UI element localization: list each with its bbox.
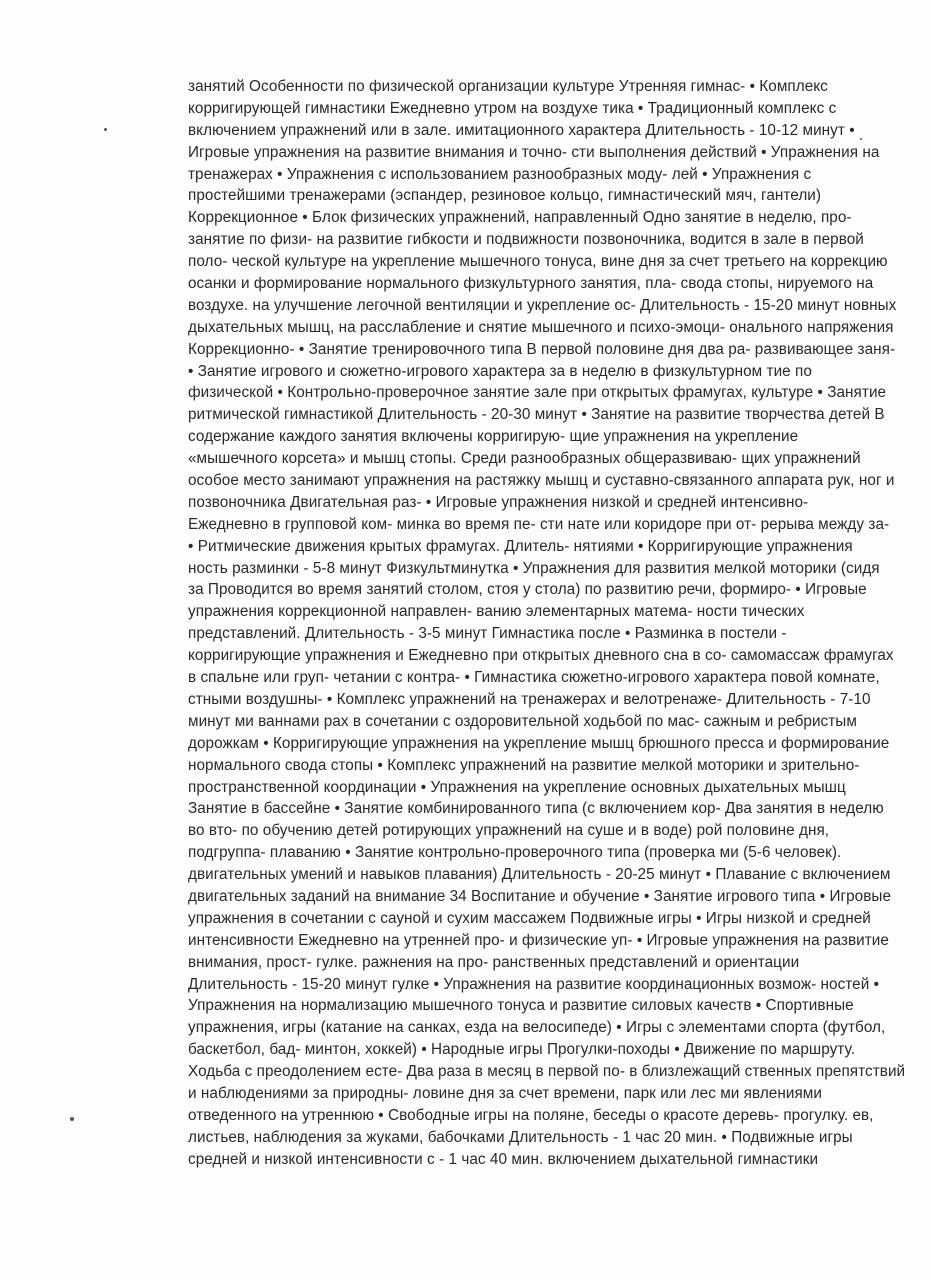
- text-line: Коррекционно- • Занятие тренировочного типа В первой половине дня два ра- развивающее заня-: [188, 340, 896, 358]
- scan-speck: [104, 128, 107, 131]
- text-line: во вто- по обучению детей ротирующих упражнений на суше и в воде) рой половине дня,: [188, 822, 830, 840]
- body-text: [188, 76, 910, 1171]
- text-line: ность разминки - 5-8 минут Физкультминутка • Упражнения для развития мелкой моторики (сидя: [188, 559, 880, 577]
- text-line: пространственной координации • Упражнения на укрепление основных дыхательных мышц: [188, 778, 846, 796]
- text-line: представлений. Длительность - 3-5 минут Гимнастика после • Разминка в постели -: [188, 625, 787, 643]
- text-line: Ходьба с преодолением есте- Два раза в месяц в первой по- в близлежащий ственных препятствий: [188, 1063, 906, 1081]
- text-line: простейшими тренажерами (эспандер, резиновое кольцо, гимнастический мяч, гантели): [188, 187, 822, 205]
- text-line: Ежедневно в групповой ком- минка во время пе- сти нате или коридоре при от- рерыва между за-: [188, 515, 890, 533]
- text-line: • Ритмические движения крытых фрамугах. Длитель- нятиями • Корригирующие упражнения: [188, 537, 853, 555]
- text-line: особое место занимают упражнения на растяжку мышц и суставно-связанного аппарата рук, ног и: [188, 472, 895, 490]
- text-line: за Проводится во время занятий столом, стоя у стола) по развитию речи, формиро- • Игровые: [188, 581, 867, 599]
- text-line: «мышечного корсета» и мышц стопы. Среди разнообразных общеразвиваю- щих упражнений: [188, 450, 861, 468]
- text-line: корригирующие упражнения и Ежедневно при открытых дневного сна в со- самомассаж фрамугах: [188, 647, 894, 665]
- text-line: тренажерах • Упражнения с использованием разнообразных моду- лей • Упражнения с: [188, 165, 812, 183]
- text-line: включением упражнений или в зале. имитационного характера Длительность - 10-12 минут •: [188, 121, 855, 139]
- text-line: Занятие в бассейне • Занятие комбинированного типа (с включением кор- Два занятия в неделю: [188, 800, 884, 818]
- text-line: Длительность - 15-20 минут гулке • Упражнения на развитие координационных возмож- ностей •: [188, 975, 880, 993]
- text-line: содержание каждого занятия включены корригирую- щие упражнения на укрепление: [188, 428, 799, 446]
- text-line: позвоночника Двигательная раз- • Игровые упражнения низкой и средней интенсивно-: [188, 493, 809, 511]
- text-line: минут ми ваннами рах в сочетании с оздоровительной ходьбой по мас- сажным и ребристым: [188, 712, 857, 730]
- text-line: Коррекционное • Блок физических упражнений, направленный Одно занятие в неделю, про-: [188, 209, 852, 227]
- text-line: корригирующей гимнастики Ежедневно утром на воздухе тика • Традиционный комплекс с: [188, 99, 837, 117]
- text-line: упражнения коррекционной направлен- ванию элементарных матема- ности тических: [188, 603, 805, 621]
- text-line: занятий Особенности по физической организации культуре Утренняя гимнас- • Комплекс: [188, 78, 828, 95]
- text-line: в спальне или груп- четании с контра- • Гимнастика сюжетно-игрового характера повой комнате,: [188, 669, 880, 687]
- text-line: воздухе. на улучшение легочной вентиляции и укрепление ос- Длительность - 15-20 минут новных: [188, 296, 897, 314]
- text-line: Упражнения на нормализацию мышечного тонуса и развитие силовых качеств • Спортивные: [188, 997, 854, 1015]
- text-line: баскетбол, бад- минтон, хоккей) • Народные игры Прогулки-походы • Движение по маршруту.: [188, 1041, 855, 1059]
- text-line: упражнения в сочетании с сауной и сухим массажем Подвижные игры • Игры низкой и средней: [188, 909, 871, 927]
- text-line: дыхательных мышц, на расслабление и снятие мышечного и психо-эмоци- онального напряжения: [188, 318, 894, 336]
- text-line: поло- ческой культуре на укрепление мышечного тонуса, вине дня за счет третьего на коррекцию: [188, 253, 888, 271]
- text-line: стными воздушны- • Комплекс упражнений на тренажерах и велотренаже- Длительность - 7-10: [188, 690, 871, 708]
- text-line: упражнения, игры (катание на санках, езда на велосипеде) • Игры с элементами спорта (футбол,: [188, 1019, 886, 1037]
- text-line: ритмической гимнастикой Длительность - 20-30 минут • Занятие на развитие творчества детей В: [188, 406, 885, 424]
- text-line: дорожкам • Корригирующие упражнения на укрепление мышц брюшного пресса и формирование: [188, 734, 890, 752]
- text-line: интенсивности Ежедневно на утренней про- и физические уп- • Игровые упражнения на развитие: [188, 931, 889, 949]
- text-line: двигательных умений и навыков плавания) Длительность - 20-25 минут • Плавание с включением: [188, 866, 891, 884]
- text-line: подгруппа- плаванию • Занятие контрольно-проверочного типа (проверка ми (5-6 человек).: [188, 844, 842, 862]
- text-line: Игровые упражнения на развитие внимания и точно- сти выполнения действий • Упражнения на: [188, 143, 880, 161]
- text-line: отведенного на утреннюю • Свободные игры на поляне, беседы о красоте деревь- прогулку. ев,: [188, 1106, 874, 1124]
- text-line: занятие по физи- на развитие гибкости и подвижности позвоночника, водится в зале в первой: [188, 231, 864, 249]
- scan-speck: [70, 1117, 74, 1121]
- text-line: листьев, наблюдения за жуками, бабочками Длительность - 1 час 20 мин. • Подвижные игры: [188, 1128, 853, 1146]
- text-line: нормального свода стопы • Комплекс упражнений на развитие мелкой моторики и зрительно-: [188, 756, 860, 774]
- text-line: осанки и формирование нормального физкультурного занятия, пла- свода стопы, нируемого на: [188, 275, 874, 293]
- text-line: и наблюдениями за природны- ловине дня за счет времени, парк или лес ми явлениями: [188, 1084, 822, 1102]
- text-line: средней и низкой интенсивности с - 1 час 40 мин. включением дыхательной гимнастики: [188, 1150, 819, 1168]
- text-line: • Занятие игрового и сюжетно-игрового характера за в неделю в физкультурном тие по: [188, 362, 812, 380]
- text-line: физической • Контрольно-проверочное занятие зале при открытых фрамугах, культуре • Занятие: [188, 384, 887, 402]
- text-line: двигательных заданий на внимание 34 Воспитание и обучение • Занятие игрового типа • Игровые: [188, 887, 892, 905]
- text-line: внимания, прост- гулке. ражнения на про- ранственных представлений и ориентации: [188, 953, 800, 971]
